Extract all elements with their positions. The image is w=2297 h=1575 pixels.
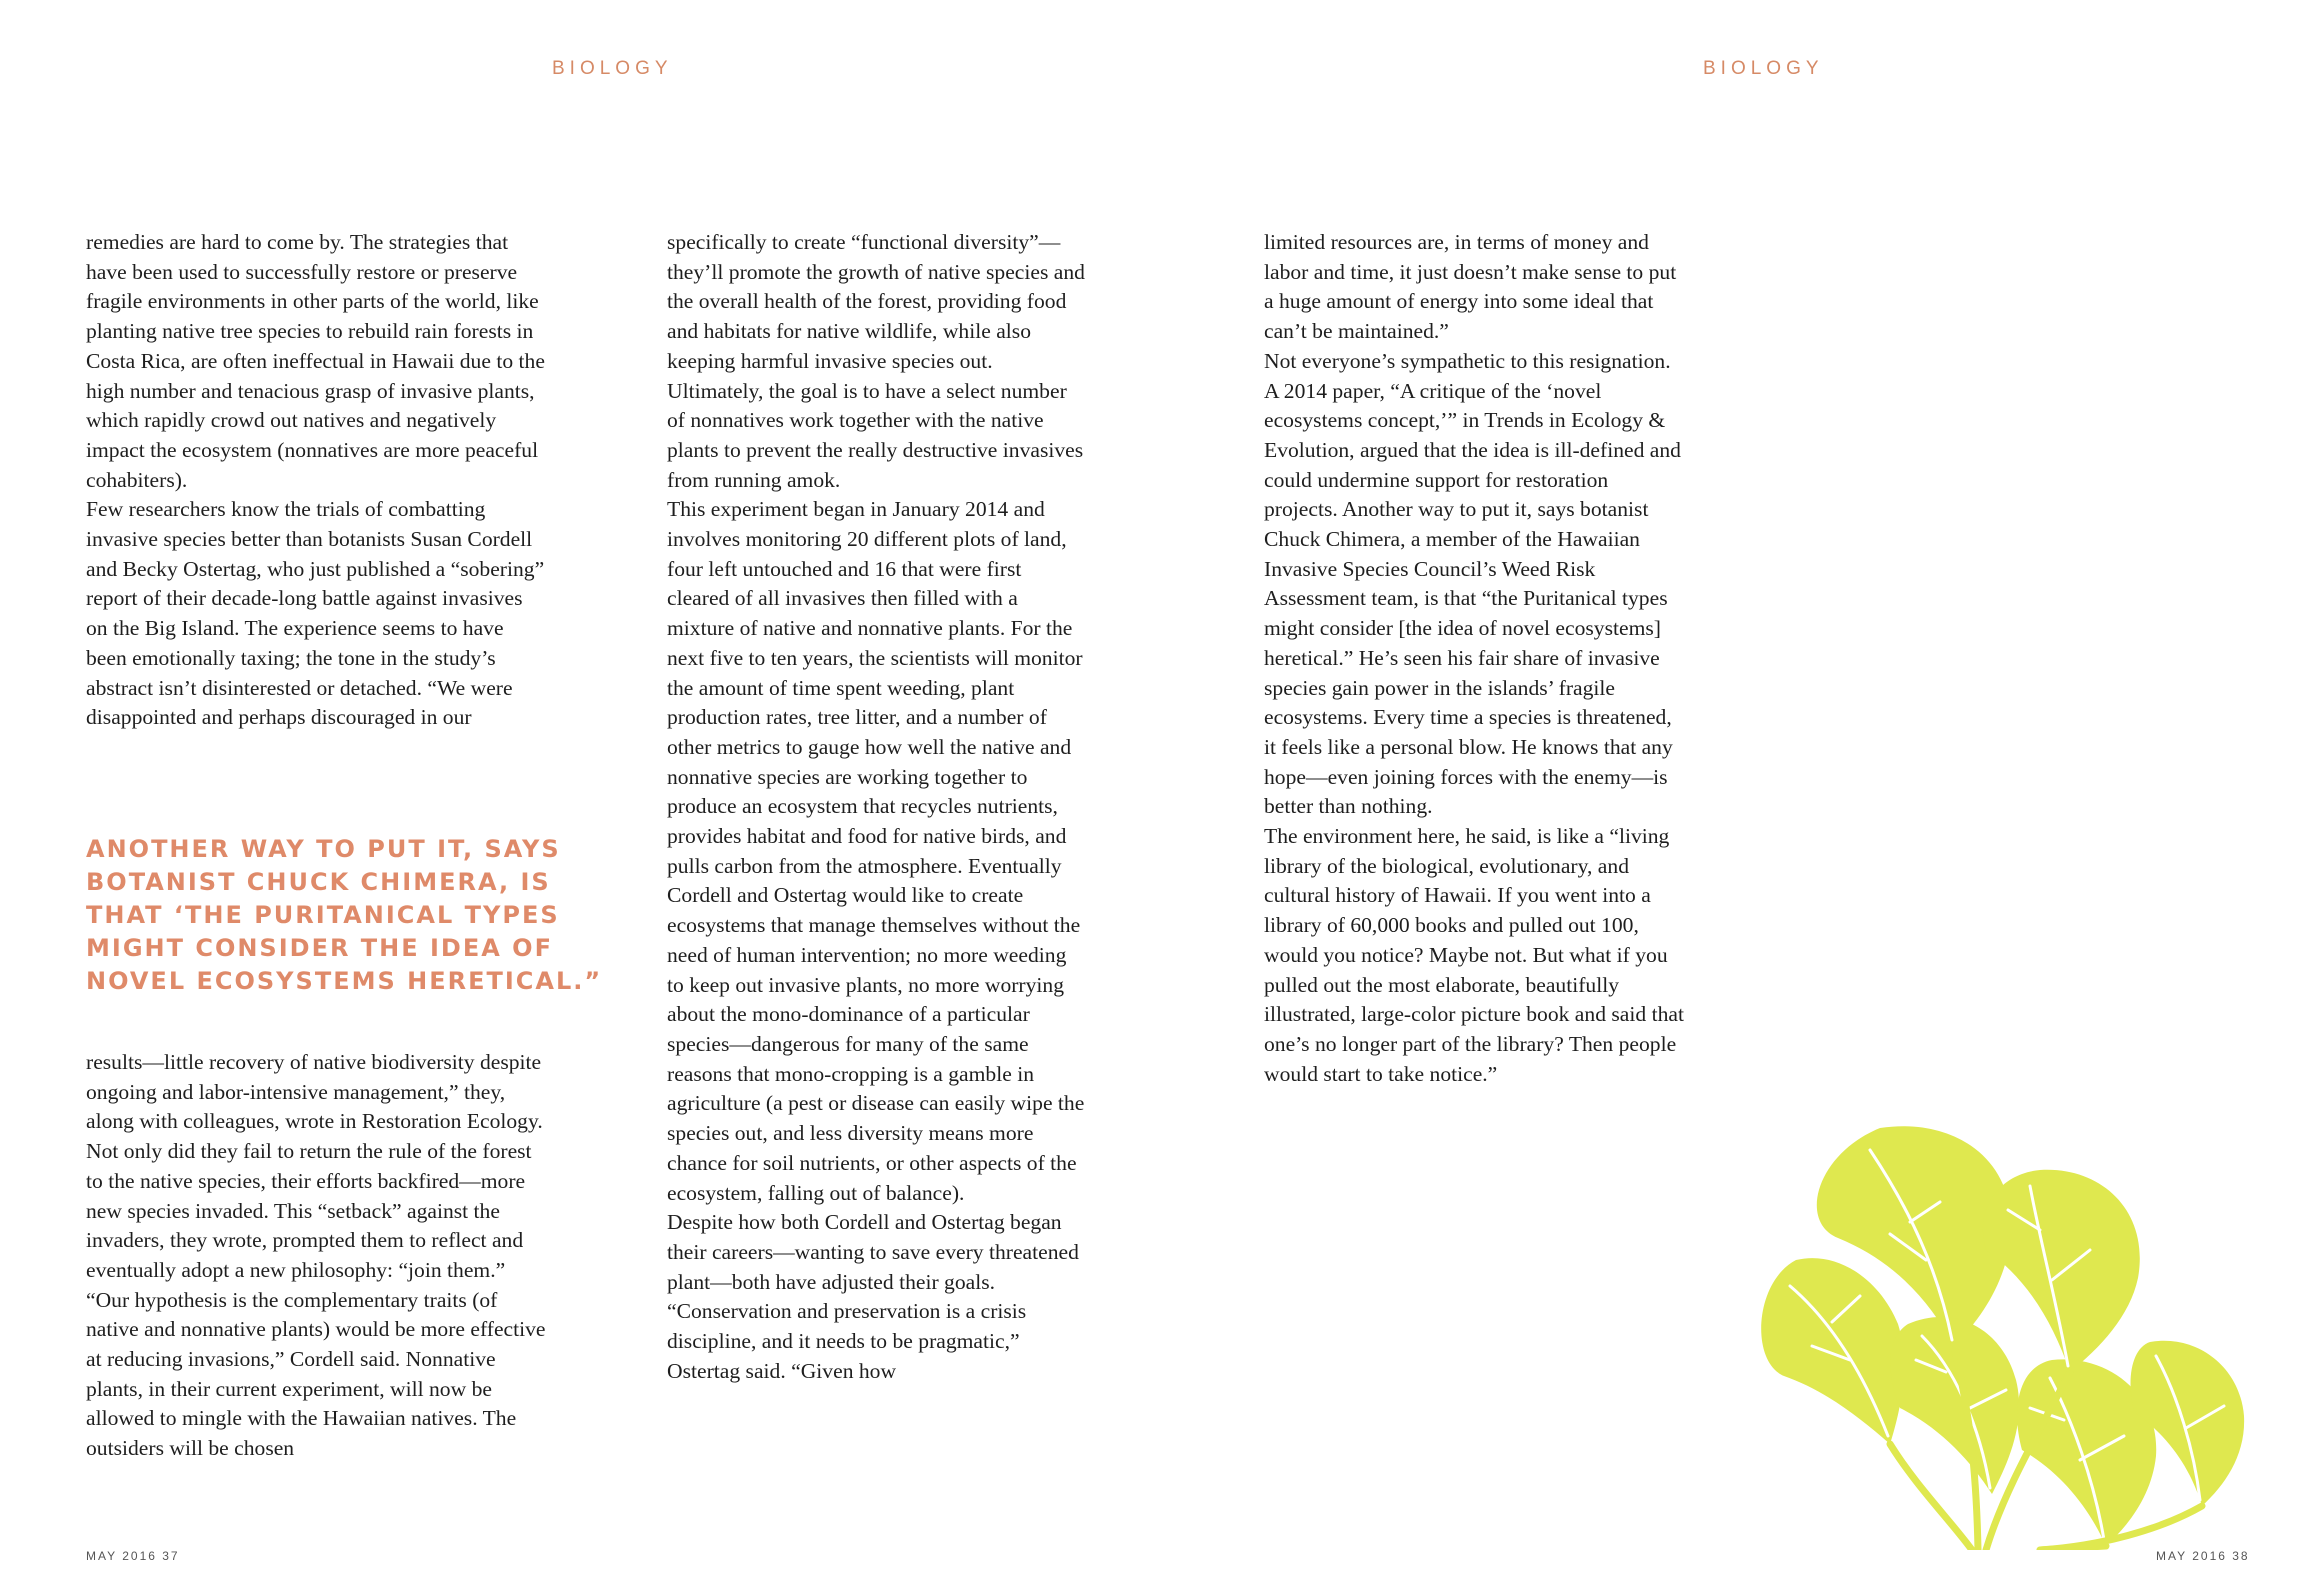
section-label-right: BIOLOGY: [1703, 58, 1824, 79]
paragraph: Not everyone’s sympathetic to this resignation. A 2014 paper, “A critique of the ‘novel ecosystems concept,’” in Trends in Ecology & Evolution, argued that the idea is ill-defined and could undermine support for restoration projects. Another way to put it, says botanist Chuck Chimera, a member of the Hawaiian Invasive Species Council’s Weed Risk Assessment team, is that “the Puritanical types might consider [the idea of novel ecosystems] heretical.” He’s seen his fair share of invasive species gain power in the islands’ fragile ecosystems. Every time a species is threatened, it feels like a personal blow. He knows that any hope—even joining forces with the enemy—is better than nothing.: [1264, 348, 1681, 819]
paragraph: limited resources are, in terms of money and labor and time, it just doesn’t make sense to put a huge amount of energy into some ideal that can’t be maintained.”: [1264, 230, 1677, 344]
taro-leaf-plant-icon: [1740, 1110, 2260, 1550]
article-column-3: [1264, 228, 1684, 1089]
article-column-2: [667, 228, 1085, 1386]
paragraph: The environment here, he said, is like a “living library of the biological, evolutionary, and cultural history of Hawaii. If you went into a library of 60,000 books and pulled out 100, would you notice? Maybe not. But what if you pulled out the most elaborate, beautifully illustrated, large-color picture book and said that one’s no longer part of the library? Then people would start to take notice.”: [1264, 824, 1684, 1086]
section-label-left: BIOLOGY: [552, 58, 673, 79]
article-column-1-top: [86, 228, 548, 733]
paragraph: remedies are hard to come by. The strategies that have been used to successfully restore or preserve fragile environments in other parts of the world, like planting native tree species to rebuild rain forests in Costa Rica, are often ineffectual in Hawaii due to the high number and tenacious grasp of invasive plants, which rapidly crowd out natives and negatively impact the ecosystem (nonnatives are more peaceful cohabiters).: [86, 230, 545, 492]
paragraph: Despite how both Cordell and Ostertag began their careers—wanting to save every threatened plant—both have adjusted their goals. “Conservation and preservation is a crisis discipline, and it needs to be pragmatic,” Ostertag said. “Given how: [667, 1210, 1079, 1383]
pull-quote: ANOTHER WAY TO PUT IT, SAYS BOTANIST CHUCK CHIMERA, IS THAT ‘THE PURITANICAL TYPES MIGHT CONSIDER THE IDEA OF NOVEL ECOSYSTEMS HERETICAL.”: [86, 835, 603, 995]
paragraph: Few researchers know the trials of combatting invasive species better than botanists Susan Cordell and Becky Ostertag, who just published a “sobering” report of their decade-long battle against invasives on the Big Island. The experience seems to have been emotionally taxing; the tone in the study’s abstract isn’t disinterested or detached. “We were disappointed and perhaps discouraged in our: [86, 497, 545, 730]
paragraph: “Our hypothesis is the complementary traits (of native and nonnative plants) would be more effective at reducing invasions,” Cordell said. Nonnative plants, in their current experiment, will now be allowed to mingle with the Hawaiian natives. The outsiders will be chosen: [86, 1287, 546, 1461]
paragraph: specifically to create “functional diversity”—they’ll promote the growth of native species and the overall health of the forest, providing food and habitats for native wildlife, while also keeping harmful invasive species out. Ultimately, the goal is to have a select number of nonnatives work together with the native plants to prevent the really destructive invasives from running amok.: [667, 230, 1085, 492]
page-folio-right: MAY 2016 38: [2156, 1549, 2250, 1563]
paragraph: This experiment began in January 2014 and involves monitoring 20 different plots of land, four left untouched and 16 that were first cleared of all invasives then filled with a mixture of native and nonnative plants. For the next five to ten years, the scientists will monitor the amount of time spent weeding, plant production rates, tree litter, and a number of other metrics to gauge how well the native and nonnative species are working together to produce an ecosystem that recycles nutrients, provides habitat and food for native birds, and pulls carbon from the atmosphere. Eventually Cordell and Ostertag would like to create ecosystems that manage themselves without the need of human intervention; no more weeding to keep out invasive plants, no more worrying about the mono-dominance of a particular species—dangerous for many of the same reasons that mono-cropping is a gamble in agriculture (a pest or disease can easily wipe the species out, and less diversity means more chance for soil nutrients, or other aspects of the ecosystem, falling out of balance).: [667, 497, 1085, 1205]
leaf-shape: [1761, 1258, 1904, 1444]
page-folio-left: MAY 2016 37: [86, 1549, 180, 1563]
leaf-stem: [1890, 1444, 1972, 1550]
paragraph: results—little recovery of native biodiversity despite ongoing and labor-intensive management,” they, along with colleagues, wrote in Restoration Ecology. Not only did they fail to return the rule of the forest to the native species, their efforts backfired—more new species invaded. This “setback” against the invaders, they wrote, prompted them to reflect and eventually adopt a new philosophy: “join them.”: [86, 1050, 543, 1282]
taro-leaf-illustration: [1740, 1110, 2260, 1550]
article-column-1-bottom: [86, 1048, 548, 1464]
